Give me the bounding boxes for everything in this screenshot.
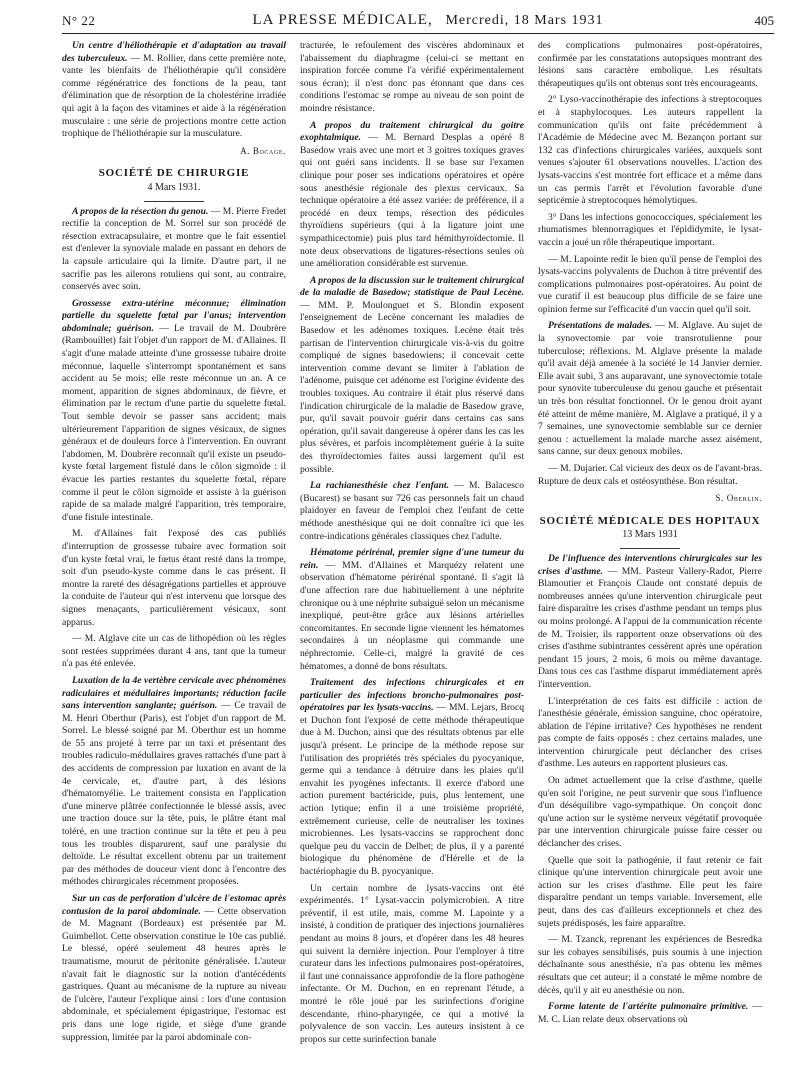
article-basedow — [300, 275, 524, 477]
article-body: — Ce travail de M. Henri Oberthur (Paris), est l'objet d'un rapport de M. Sorrel. Le blessé soigné par M. Oberthur est un homme de 55 ans projeté à terre par un taxi et présentant des troubles radiculo-médullaires graves rattachés d'une part à des accidents de compression par luxation en avant de la 4e cervicale, et, d'autre part, à des lésions d'hématomyélie. Le traitement consista en l'application d'une minerve plâtrée confectionnée le blessé assis, avec une traction douce sur la tête, puis, le plâtre étant mal toléré, en une traction continue sur la tête et peu à peu tous les troubles disparurent, sauf une paralysie du deltoïde. Le résultat excellent obtenu par un traitement par des méthodes de douceur vient donc à l'encontre des méthodes chirurgicales récemment proposées. — [62, 700, 286, 888]
page-header — [62, 0, 774, 34]
article-body: — MM. P. Moulonguet et S. Blondin exposent l'enseignement de Lecène concernant les maladies de Basedow et les adénomes toxiques. Lecène était très partisan de l'intervention chirurgicale vis-à-vis du goitre compliqué de signes basedowiens; il concevait cette intervention comme devant se limiter à l'ablation de l'adénome, puisque cet adénome est l'origine évidente des troubles toxiques. Au contraire il était plus réservé dans l'indication chirurgicale de la maladie de Basedow grave, pur, qu'il savait pouvoir guérir dans certains cas sans opération, qu'il savait dangereuse à opérer dans les cas les plus sévères, et parfois incomplètement guérie à la suite des thyroïdectomies faites aussi largement qu'il est possible. — [300, 299, 524, 475]
paragraph: des complications pulmonaires post-opératoires, confirmée par les constatations autopsiques montrant des lésions sans caractère embolique. Les résultats thérapeutiques qu'ils ont obtenus sont très encourageants. — [538, 40, 762, 89]
article-title: De l'influence des interventions chirurgicales sur les crises d'asthme. — [538, 552, 762, 577]
paragraph: — M. Alglave cite un cas de lithopédion où les règles sont restées supprimées durant 4 ans, tant que la tumeur n'a pas été enlevée. — [62, 633, 286, 670]
article-title: Grossesse extra-utérine méconnue; élimination partielle du squelette fœtal par l'anus; intervention abdominale; guérison. — [62, 297, 286, 334]
article-body: — M. Rollier, dans cette première note, vante les bienfaits de l'héliothérapie qu'il considère comme régénératrice des fonctions de la peau, tant d'élimination que de résorption de la cholestérine irradiée qui agit à la façon des vitamines et aide à la régénération musculaire : une série de projections montre cette action trophique de l'héliothérapie sur la musculature. — [62, 52, 286, 140]
paragraph: On admet actuellement que la crise d'asthme, quelle qu'en soit l'origine, ne peut survenir que sous l'influence d'un déséquilibre vago-sympathique. On conçoit donc qu'une action sur le système nerveux végétatif provoquée par une intervention chirurgicale puisse faire cesser ou déclancher des crises. — [538, 775, 762, 850]
paragraph: M. d'Allaines fait l'exposé des cas publiés d'interruption de grossesse tubaire avec formation soit d'un kyste fœtal vrai, le fœtus étant resté dans la trompe, soit d'un pseudo-kyste comme dans le cas présent. Il montre la rareté des désagrégations partielles et approuve la conduite de l'auteur qui n'est intervenu que lorsque des signes menaçants, particulièrement vésicaux, sont apparus. — [62, 528, 286, 628]
article-title: Présentations de malades. — [548, 320, 653, 332]
article-body: — MM. Lejars, Brocq et Duchon font l'exposé de cette méthode thérapeutique due à M. Duchon, ainsi que des résultats obtenus par elle jusqu'à présent. Le principe de la méthode repose sur l'utilisation des propriétés très spéciales du pyocyanique, germe qui a tendance à détruire dans les plaies qu'il envahit les pyogènes infectants. Il exerce d'abord une action purement bactéricide, puis, plus lentement, une action lytique; enfin il a une troisième propriété, extrêmement curieuse, celle de neutraliser les toxines microbiennes. Les lysats-vaccins se rapprochent donc quelque peu du vaccin de Delbet; de plus, il y a parenté biologique du phénomène de d'Hérelle et de la bactériophagie du B. pyocyanique. — [300, 702, 524, 877]
article-goitre — [300, 120, 524, 271]
column-2 — [300, 40, 524, 1080]
article-title: A propos de la résection du genou. — [72, 205, 209, 217]
signature: S. Oberlin. — [715, 493, 762, 504]
article-title: Un centre d'héliothérapie et d'adaptation au travail des tuberculeux. — [62, 40, 286, 64]
section-divider — [144, 201, 204, 202]
article-title: Luxation de la 4e vertèbre cervicale avec phénomènes radiculaires et médullaires importants; réduction facile sans intervention sanglante; guérison. — [62, 674, 286, 712]
issue-number: N° 22 — [62, 13, 96, 28]
article-luxation — [62, 675, 286, 889]
paragraph: 3° Dans les infections gonococciques, spécialement les rhumatismes blennorragiques et l'épididymite, le lysat-vaccin a joué un rôle thérapeutique important. — [538, 211, 762, 248]
page-number: 405 — [754, 13, 774, 28]
column-1 — [62, 40, 286, 1080]
article-title: Hématome périrénal, premier signe d'une tumeur du rein. — [300, 547, 524, 571]
paragraph: — M. Lapointe redit le bien qu'il pense de l'emploi des lysats-vaccins polyvalents de Duchon à titre préventif des complications pulmonaires post-opératoires. Au point de vue curatif il est beaucoup plus difficile de se faire une opinion ferme sur l'efficacité d'un vaccin quel qu'il soit. — [538, 253, 762, 315]
article-presentations — [538, 320, 762, 459]
journal-title-line — [252, 12, 603, 29]
paragraph: tracturée, le refoulement des viscères abdominaux et l'abaissement du diaphragme (celui-ci se mettant en inspiration forcée comme l'a vérifié expérimentalement sous écran); il n'est donc pas étonnant que dans ces conditions l'estomac se rompe au niveau de son point de moindre résistance. — [300, 40, 524, 114]
article-rachianesthesie — [300, 480, 524, 543]
article-grossesse — [62, 298, 286, 525]
article-perforation — [62, 893, 286, 1044]
paragraph: — M. Dujarier. Cal vicieux des deux os de l'avant-bras. Rupture de deux cals et ostéosynthèse. Bon résultat. — [538, 463, 762, 487]
paragraph: — M. Tzanck, reprenant les expériences de Besredka sur les cobayes sensibilisés, puis soumis à une injection déchaînante sous anesthésie, n'a pas obtenu les mêmes résultats que cet auteur; il a constaté le même nombre de décès, qu'il y ait eu anesthésie ou non. — [538, 934, 762, 996]
column-3 — [538, 40, 762, 1080]
signature: A. Bocage. — [240, 145, 286, 156]
article-title: La rachianesthésie chez l'enfant. — [310, 480, 449, 492]
article-asthme — [538, 553, 762, 692]
article-lysats-vaccins — [300, 677, 524, 879]
article-body: — M. Alglave. Au sujet de la synovectomie par voie transrotulienne pour tuberculose; réflexions. M. Alglave présente la malade qu'il avait déjà amenée à la société le 14 Janvier dernier. Elle avait subi, 3 ans auparavant, une synovectomie totale pour synovite tuberculeuse du genou gauche et présentait un très bon résultat fonctionnel. Or le genou droit ayant été atteint de même manière, M. Alglave a pratiqué, il y a 7 semaines, une synovectomie semblable sur ce dernier genou : actuellement la malade marche assez aisément, sans canne, sur deux genoux mobiles. — [538, 320, 762, 458]
section-title: SOCIÉTÉ DE CHIRURGIE — [98, 167, 250, 180]
article-body: — Le travail de M. Doubrère (Rambouillet) fait l'objet d'un rapport de M. d'Allaines. Il s'agit d'une malade atteinte d'une grossesse tubaire droite méconnue, laquelle s'interrompt spontanément et sans accident au 5e mois; elle reste méconnue un an. A ce moment, apparition de signes abdominaux, de fièvre, et élimination par le rectum d'une partie du squelette fœtal. Tout semble devoir se passer sans accident; mais ultérieurement l'apparition de signes vésicaux, de signes généraux et de douleurs force à l'intervention. En ouvrant l'abdomen, M. Doubrère reconnaît qu'il existe un pseudo-kyste fœtal largement fistulé dans le côlon sigmoïde : il évacue les parties restantes du squelette fœtal, répare comme il peut le côlon sigmoïde et assiste à la guérison rapide de sa malade malgré l'apparition, très temporaire, d'une fistule intestinale. — [62, 322, 286, 523]
article-body: — MM. Pasteur Vallery-Radot, Pierre Blamoutier et François Claude ont constaté depuis de nombreuses années qu'une intervention chirurgicale peut faire disparaître les crises d'asthme pendant un temps plus ou moins prolongé. A l'appui de la communication récente de M. Troisier, ils rapportent onze observations où des crises d'asthme subintrantes cessèrent après une opération pendant 15 jours, 2 mois, 6 mois ou même davantage. Dans tous ces cas l'asthme disparut immédiatement après l'intervention. — [538, 565, 762, 690]
paragraph: L'interprétation de ces faits est difficile : action de l'anesthésie générale, émission sanguine, choc opératoire, ablation de l'épine irritative? Ces hypothèses ne rendent pas compte de faits opposés : chez certains malades, une intervention chirurgicale peut déclancher des crises d'asthme. Les auteurs en rapportent plusieurs cas. — [538, 695, 762, 770]
section-title: SOCIÉTÉ MÉDICALE DES HOPITAUX — [539, 514, 761, 527]
paragraph: 2° Lyso-vaccinothérapie des infections à streptocoques et à staphylocoques. Les auteurs rappellent la communication qu'ils ont faite précédemment à l'Académie de Médecine avec M. Bezançon portant sur 132 cas d'infections chirurgicales variées, auxquels sont venues s'ajouter 61 observations nouvelles. L'action des lysats-vaccins s'est montrée fort efficace et a même dans un cas permis l'arrêt et l'évolution favorable d'une septicémie à streptocoques hémolytiques. — [538, 94, 762, 207]
article-hematome — [300, 547, 524, 673]
article-arterite — [538, 1001, 762, 1026]
article-title: Traitement des infections chirurgicales et en particulier des infections broncho-pulmonaires post-opératoires par les lysats-vaccins. — [300, 677, 524, 714]
paragraph: Quelle que soit la pathogénie, il faut retenir ce fait clinique qu'une intervention chirurgicale peut avoir une action sur les crises d'asthme. Elle peut les faire disparaître pendant un temps variable. Inversement, elle peut, dans des cas d'ailleurs exceptionnels et chez des sujets prédisposés, les faire apparaître. — [538, 854, 762, 929]
article-body: — MM. d'Allaines et Marquézy relatent une observation d'hématome périrénal spontané. Il s'agit là d'une affection rare due habituellement à une néphrite chronique ou à une néphrite subaiguë selon un mécanisme inexpliqué, peut-être grâce aux lésions artérielles concomitantes. En seconde ligne viennent les hématomes secondaires à un néoplasme qui commande une néphrectomie. Celle-ci, malgré la gravité de ces hématomes, a donné de bons résultats. — [300, 559, 524, 672]
article-resection-genou — [62, 206, 286, 294]
text-columns — [62, 34, 774, 1080]
article-body: — M. Pierre Fredet rectifie la conception de M. Sorrel sur son procédé de résection extracapsulaire, et montre que le fait essentiel est d'enlever la synoviale malade en passant en dehors de la capsule articulaire qui la limite. D'autre part, il ne sacrifie pas les ailerons rotuliens qui sont, au contraire, conservés avec soin. — [62, 205, 286, 293]
article-heliotherapie — [62, 40, 286, 141]
article-title: Sur un cas de perforation d'ulcère de l'estomac après contusion de la paroi abdominale. — [62, 893, 286, 917]
paragraph: Un certain nombre de lysats-vaccins ont été expérimentés. 1° Lysat-vaccin polymicrobien. A titre préventif, il est utile, mais, comme M. Lapointe y a insisté, à condition de pratiquer des injections journalières pendant au moins 8 jours, et d'opérer dans les 48 heures qui suivent la dernière injection. Pour l'employer à titre curateur dans les infections pulmonaires post-opératoires, il faut une connaissance approfondie de la flore pathogène infectante. Or M. Duchon, en en reprenant l'étude, a montré le rôle joué par les surinfections d'origine descendante, rhino-pharyngée, ce qui a motivé la polyvalence de son vaccin. Les auteurs insistent à ce propos sur cette surinfection banale — [300, 882, 524, 1045]
section-divider — [620, 548, 680, 549]
article-body: — M. Balacesco (Bucarest) se basant sur 726 cas personnels fait un chaud plaidoyer en faveur de l'emploi chez l'enfant de cette méthode anesthésique qui ne doit connaître ici que les contre-indications générales classiques chez l'adulte. — [300, 480, 524, 542]
article-body: — M. Bernard Desplas a opéré 8 Basedow vrais avec une mort et 3 goitres toxiques graves qui ont guéri sans incidents. Il se base sur l'examen clinique pour poser ses indications opératoires et opère sous anesthésie régionale des plexus cervicaux. Sa technique opératoire a été assez variée: de préférence, il a procédé en deux temps, résection des pédicules thyroïdiens supérieurs (qui à la ligature joint une sympathicectomie) puis plus tard hémithyroïdectomie. Il note deux observations de ligatures-résections seules où une amélioration considérable est survenue. — [300, 132, 524, 270]
journal-name: LA PRESSE MÉDICALE, — [252, 12, 433, 28]
article-title: Forme latente de l'artérite pulmonaire primitive. — [548, 1001, 749, 1013]
issue-date: Mercredi, 18 Mars 1931 — [445, 13, 604, 28]
article-body: — M. C. Lian relate deux observations où — [538, 1001, 762, 1025]
section-date: 4 Mars 1931. — [147, 181, 201, 193]
article-title: A propos de la discussion sur le traitement chirurgical de la maladie de Basedow; statistique de Paul Lecène. — [300, 274, 524, 299]
section-date: 13 Mars 1931 — [622, 529, 678, 541]
article-title: A propos du traitement chirurgical du goitre exophtalmique. — [300, 119, 524, 144]
article-body: — Cette observation de M. Magnant (Bordeaux) est présentée par M. Guimbellot. Cette observation constitue le 10e cas publié. Le blessé, opéré seulement 48 heures après le traumatisme, mourut de péritonite généralisée. L'auteur n'avait fait le diagnostic sur la notion d'antécédents gastriques. Quant au mécanisme de la rupture au niveau de l'ulcère, l'auteur l'explique ainsi : lors d'une contusion abdominale, et spécialement épigastrique, l'estomac est pris dans une loge rigide, et siège d'une grande suppression, limitée par la paroi abdominale con- — [62, 905, 286, 1043]
